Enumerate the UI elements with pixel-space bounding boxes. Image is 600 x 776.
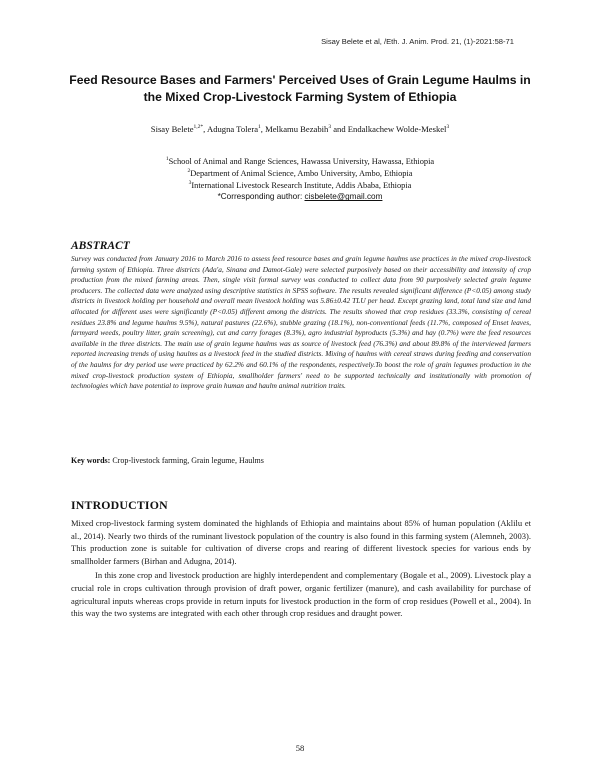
author-name: Endalkachew Wolde-Meskel [347,124,447,134]
author-affiliation-mark: 1 [258,124,261,131]
author-affiliation-mark: 1,2* [193,124,204,131]
author-separator: and [331,124,348,134]
author-name: Adugna Tolera [206,124,259,134]
affiliation-number: 1 [165,156,169,163]
affiliation-text: International Livestock Research Institute, Addis Ababa, Ethiopia [191,180,412,190]
author-name: Melkamu Bezabih [265,124,329,134]
affiliation-text: School of Animal and Range Sciences, Hawassa University, Hawassa, Ethiopia [168,157,435,166]
affiliation-item [60,168,540,180]
article-title: Feed Resource Bases and Farmers' Perceived Uses of Grain Legume Haulms in the Mixed Crop-Livestock Farming System of Ethiopia [69,73,531,104]
affiliation-number: 2 [187,168,191,174]
corresponding-author-label: *Corresponding author: [217,192,305,202]
keywords-label: Key words: [71,456,111,465]
keywords-text: Crop-livestock farming, Grain legume, Haulms [110,456,264,465]
author-affiliation-mark: 3 [328,124,332,131]
affiliation-list [60,156,540,203]
abstract-text: Survey was conducted from January 2016 to March 2016 to assess feed resource bases and grain legume haulms use practices in the mixed crop-livestock farming system of Ethiopia. Three districts (Ada'a, Sinana and Damot-Gale) were selected purposively based on their accessibility and intensity of crop production from the mixed farming areas. Then, single visit formal survey was conducted to collect data from 90 purposively selected grain legume producers. The collected data were analyzed using descriptive statistics in SPSS software. The results revealed significant difference (P<0.05) among study districts in livestock holding per household and overall mean livestock holding was 5.86±0.42 TLU per head. Except grazing land, total land size and land allocated for different uses were significantly (P<0.05) different among the districts. The results showed that crop residues (33.3%, consisting of cereal residues 23.8% and legume haulms 9.5%), natural pastures (22.6%), stubble grazing (18.1%), non-conventional feeds (11.7%, composed of Enset leaves, farmyard weeds, poultry litter, grain screening), cut and carry forages (8.3%), agro industrial byproducts (5.3%) and hay (0.7%) were the feed resources available in the three districts. The main use of grain legume haulms was as source of livestock feed (76.3%) and about 89.8% of the interviewed farmers reported increasing trends of using haulms as a livestock feed in the studied districts. Mixing of haulms with cereal straws during feeding and conservation of the haulms for dry period use were practiced by 62.2% and 60.1% of the respondents, respectively.To boost the role of grain legumes production in the mixed crop-livestock production system of Ethiopia, smallholder farmers' need to be supported technically and institutionally with promotion of technologies which have potential to improve grain human and haulm animal nutrition traits. [71,254,531,391]
affiliation-text: Department of Animal Science, Ambo University, Ambo, Ethiopia [190,168,413,178]
affiliation-item [60,156,540,168]
author-name: Sisay Belete [150,124,194,134]
author-affiliation-mark: 3 [446,124,450,131]
introduction-paragraph: Mixed crop-livestock farming system dominated the highlands of Ethiopia and maintains about 85% of human population (Aklilu et al., 2014). Nearly two thirds of the ruminant livestock population of the country is also found in this farming system (Alemneh, 2003). This production zone is suitable for cultivation of diverse crops and rearing of different livestock species for various ends by smallholder farmers (Birhan and Adugna, 2014). [71,518,531,566]
affiliation-number: 3 [188,179,192,186]
affiliation-item [60,180,540,192]
corresponding-author [60,191,540,203]
abstract-heading: ABSTRACT [71,240,130,252]
introduction-body [71,517,531,622]
introduction-paragraph: In this zone crop and livestock production are highly interdependent and complementary (Bogale et al., 2009). Livestock play a crucial role in crops cultivation through provision of draft power, organic fertilizer (manure), and cash availability for purchase of agricultural inputs whereas crops provide in return inputs for livestock production in the form of crop residues (Powell et al., 2004). In this way the two systems are integrated with each other through crop residues and draught power. [71,570,531,619]
author-list [60,124,540,134]
introduction-heading: INTRODUCTION [71,498,168,512]
author-separator: , [260,124,266,134]
keywords-line [71,456,531,465]
running-head: Sisay Belete et al, /Eth. J. Anim. Prod. 21, (1)-2021:58-71 [321,37,514,46]
page-number: 58 [295,743,305,753]
author-separator: , [203,124,207,134]
corresponding-email-link[interactable]: cisbelete@gmail.com [304,192,383,202]
